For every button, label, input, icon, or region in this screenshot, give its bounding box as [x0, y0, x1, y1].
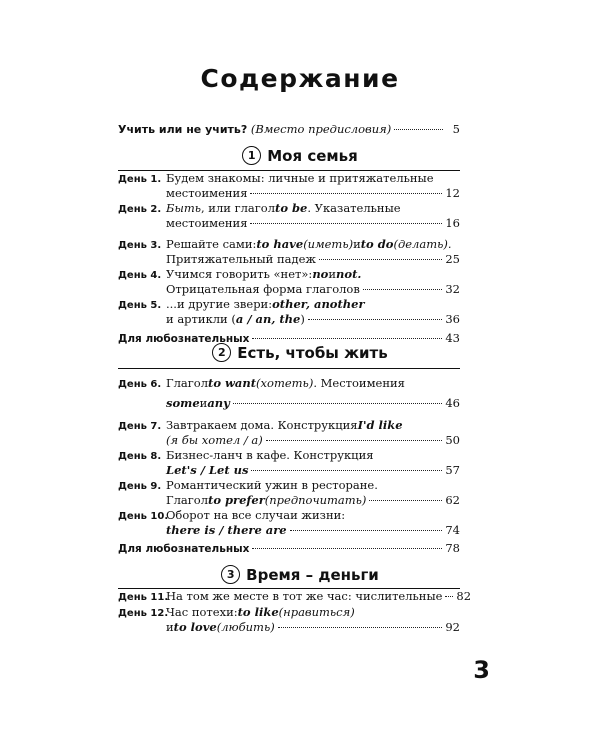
entry-text: и артикли (	[166, 312, 236, 326]
toc-entry-day-4-cont	[118, 282, 460, 296]
toc-entry-day-2-cont	[118, 216, 460, 230]
entry-text: to want	[208, 376, 257, 390]
toc-entry-day-12[interactable]	[118, 605, 460, 619]
day-label: День 10.	[118, 511, 169, 522]
section-number-badge: 1	[242, 146, 261, 165]
day-label: День 5.	[118, 300, 162, 311]
entry-text: Час потехи:	[166, 605, 238, 619]
entry-text: )	[300, 312, 305, 326]
entry-text: и	[199, 396, 208, 410]
entry-text: (предпочитать)	[264, 493, 367, 507]
toc-entry-day-2[interactable]	[118, 201, 460, 215]
entry-text: местоимения	[166, 216, 248, 230]
section-number-badge: 3	[221, 565, 240, 584]
entry-text: . Указательные	[307, 201, 401, 215]
entry-text: (делать).	[393, 237, 452, 251]
entry-text: no	[312, 267, 329, 281]
entry-text: Оборот на все случаи жизни:	[166, 508, 346, 522]
toc-entry-day-12-cont	[118, 620, 460, 634]
page-title: Содержание	[200, 64, 400, 93]
toc-entry-day-4[interactable]	[118, 267, 460, 281]
entry-text: other, another	[272, 297, 365, 311]
toc-entry-day-7-cont	[118, 433, 460, 447]
toc-entry-day-9-cont	[118, 493, 460, 507]
day-label: День 6.	[118, 379, 162, 390]
leader-dots	[252, 338, 442, 339]
toc-entry-day-8[interactable]	[118, 448, 460, 462]
entry-text: to love	[173, 620, 217, 634]
page-ref: 36	[445, 312, 460, 326]
section-rule	[118, 368, 460, 369]
preface-note: (Вместо предисловия)	[250, 122, 392, 136]
entry-text: . Местоимения	[313, 376, 405, 390]
entry-text: местоимения	[166, 186, 248, 200]
entry-text: (нравиться)	[278, 605, 355, 619]
entry-text: Завтракаем дома. Конструкция	[166, 418, 358, 432]
toc-entry-day-1-cont	[118, 186, 460, 200]
entry-text: (иметь)	[303, 237, 354, 251]
toc-entry-day-6[interactable]	[118, 376, 460, 390]
section-title: Моя семья	[267, 146, 358, 165]
leader-dots	[250, 223, 442, 224]
leader-dots	[290, 530, 443, 531]
leader-dots	[252, 548, 442, 549]
entry-text: I'd like	[357, 418, 403, 432]
leader-dots	[251, 470, 442, 471]
day-label: День 2.	[118, 204, 162, 215]
entry-text: to have	[256, 237, 304, 251]
entry-text: Глагол	[166, 376, 209, 390]
entry-text: any	[207, 396, 230, 410]
section-number-badge: 2	[212, 343, 231, 362]
entry-text: to be	[275, 201, 308, 215]
curious-label: Для любознательных	[118, 543, 250, 555]
curious-label: Для любознательных	[118, 333, 250, 345]
entry-text: some	[166, 396, 200, 410]
entry-text: to prefer	[208, 493, 265, 507]
page-ref: 25	[445, 252, 460, 266]
day-label: День 9.	[118, 481, 162, 492]
page-ref: 50	[445, 433, 460, 447]
preface-title: Учить или не учить?	[118, 123, 248, 136]
leader-dots	[266, 440, 443, 441]
section-heading-1	[0, 146, 600, 165]
page-ref: 5	[452, 122, 460, 136]
toc-entry-day-8-cont	[118, 463, 460, 477]
toc-entry-curious-2[interactable]	[118, 541, 460, 555]
toc-entry-day-11[interactable]	[118, 589, 472, 603]
page-ref: 43	[445, 331, 460, 345]
toc-entry-day-6-cont	[118, 396, 460, 410]
entry-text: Решайте сами:	[166, 237, 257, 251]
entry-text: На том же месте в тот же час: числительные	[166, 589, 443, 603]
leader-dots	[308, 319, 443, 320]
page-ref: 78	[445, 541, 460, 555]
entry-text: (любить)	[216, 620, 275, 634]
section-heading-2	[0, 343, 600, 362]
toc-entry-day-1[interactable]	[118, 171, 460, 185]
entry-text: Отрицательная форма глаголов	[166, 282, 360, 296]
toc-entry-day-3[interactable]	[118, 237, 460, 251]
day-label: День 1.	[118, 174, 162, 185]
section-title: Есть, чтобы жить	[237, 343, 388, 362]
day-label: День 4.	[118, 270, 162, 281]
page-ref: 46	[445, 396, 460, 410]
entry-text: Быть	[166, 201, 201, 215]
entry-text: Романтический ужин в ресторане.	[166, 478, 378, 492]
entry-text: и	[166, 620, 174, 634]
day-label: День 7.	[118, 421, 162, 432]
toc-entry-day-5-cont	[118, 312, 460, 326]
page-ref: 16	[445, 216, 460, 230]
page-ref: 62	[445, 493, 460, 507]
entry-text: there is / there are	[166, 523, 287, 537]
page-ref: 74	[445, 523, 460, 537]
entry-text: и	[328, 267, 337, 281]
entry-text: и	[353, 237, 361, 251]
leader-dots	[445, 596, 453, 597]
leader-dots	[319, 259, 442, 260]
page-ref: 57	[445, 463, 460, 477]
section-heading-3	[0, 565, 600, 584]
entry-text: Учимся говорить «нет»:	[166, 267, 313, 281]
entry-text: ...и другие звери:	[166, 297, 273, 311]
toc-entry-day-7[interactable]	[118, 418, 460, 432]
entry-text: Притяжательный падеж	[166, 252, 316, 266]
entry-text: a / an, the	[235, 312, 301, 326]
entry-text: (я бы хотел / а)	[166, 433, 263, 447]
day-label: День 11.	[118, 592, 169, 603]
leader-dots	[369, 500, 442, 501]
toc-entry-day-10-cont	[118, 523, 460, 537]
leader-dots	[278, 627, 443, 628]
leader-dots	[363, 289, 443, 290]
entry-text: Бизнес-ланч в кафе. Конструкция	[166, 448, 374, 462]
day-label: День 3.	[118, 240, 162, 251]
toc-entry-day-5[interactable]	[118, 297, 460, 311]
page-ref: 32	[445, 282, 460, 296]
toc-entry-day-10[interactable]	[118, 508, 460, 522]
page-ref: 92	[445, 620, 460, 634]
page-ref: 82	[456, 589, 472, 603]
entry-text: to like	[237, 605, 279, 619]
entry-text: Глагол	[166, 493, 209, 507]
leader-dots	[233, 403, 443, 404]
toc-entry-preface[interactable]	[118, 122, 460, 136]
leader-dots	[394, 129, 443, 130]
entry-text: not.	[336, 267, 362, 281]
entry-text: to do	[360, 237, 394, 251]
toc-entry-day-3-cont	[118, 252, 460, 266]
entry-text: Будем знакомы: личные и притяжательные	[166, 171, 434, 185]
page-ref: 12	[445, 186, 460, 200]
page-number: 3	[473, 656, 490, 684]
entry-text: (хотеть)	[256, 376, 314, 390]
leader-dots	[250, 193, 442, 194]
section-title: Время – деньги	[246, 565, 379, 584]
toc-entry-day-9[interactable]	[118, 478, 460, 492]
entry-text: Let's / Let us	[166, 463, 249, 477]
day-label: День 12.	[118, 608, 169, 619]
entry-text: , или глагол	[200, 201, 276, 215]
day-label: День 8.	[118, 451, 162, 462]
